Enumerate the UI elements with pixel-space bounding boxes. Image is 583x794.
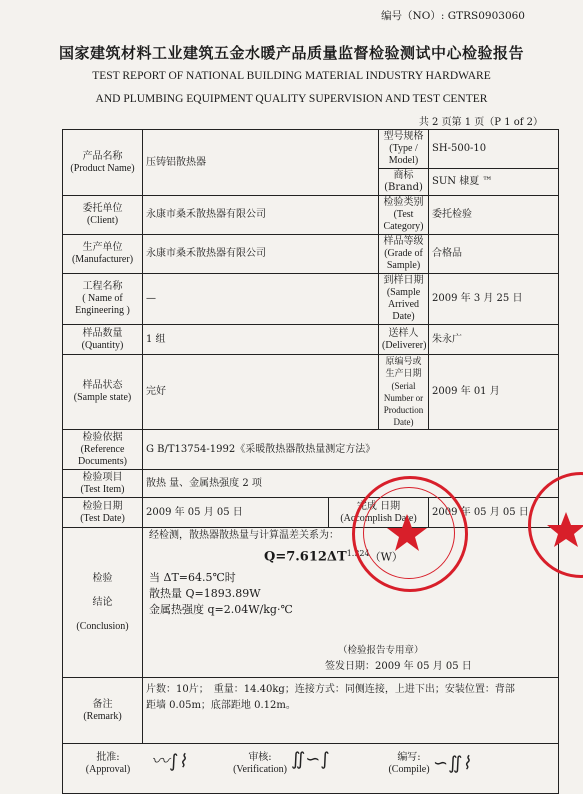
- report-title-english-line2: AND PLUMBING EQUIPMENT QUALITY SUPERVISION AND TEST CENTER: [95, 93, 488, 105]
- edge-stamp-star-icon: [528, 472, 583, 572]
- deliverer-value: 朱永广: [429, 325, 559, 355]
- page-info: 共 2 页第 1 页（P 1 of 2）: [418, 117, 543, 128]
- edge-stamp: [528, 472, 583, 578]
- type-model-value: SH-500-10: [429, 130, 559, 169]
- verification-signature: ∬∽∫: [291, 749, 330, 770]
- test-date-label: 检验日期 (Test Date): [63, 498, 143, 528]
- arrived-date-label: 到样日期 (Sample Arrived Date): [379, 274, 429, 325]
- delta-t-condition: 当 ΔT=64.5℃时: [149, 571, 236, 585]
- heat-formula: $Q=7.612\Delta T^{1.324}(W)$: [264, 549, 403, 565]
- test-category-value: 委托检验: [429, 196, 559, 235]
- product-name-label: 产品名称 (Product Name): [63, 130, 143, 196]
- heat-output: 散热量 Q=1893.89W: [149, 587, 261, 601]
- compile-signature: ∽∬⌇: [433, 753, 472, 774]
- quantity-value: 1 组: [143, 325, 379, 355]
- report-serial-number: 编号（NO）: GTRS0903060: [381, 10, 525, 22]
- verification-label: 审核: (Verification): [233, 752, 287, 775]
- remark-label: 备注 (Remark): [63, 678, 143, 744]
- stamp-note: （检验报告专用章）: [338, 645, 424, 656]
- conclusion-intro: 经检测，散热器散热量与计算温差关系为：: [149, 530, 339, 541]
- reference-value: G B/T13754-1992《采暖散热器散热量测定方法》: [143, 430, 559, 470]
- stamp-star-icon: [352, 476, 462, 586]
- client-label: 委托单位 (Client): [63, 196, 143, 235]
- engineering-label: 工程名称 ( Name of Engineering ): [63, 274, 143, 325]
- report-table: [62, 129, 559, 794]
- accomplish-date-value: 2009 年 05 月 05 日: [429, 498, 559, 528]
- reference-label: 检验依据 (Reference Documents): [63, 430, 143, 470]
- engineering-value: —: [143, 274, 379, 325]
- accomplish-date-label: 完成 日期 (Accomplish Date): [329, 498, 429, 528]
- arrived-date-value: 2009 年 3 月 25 日: [429, 274, 559, 325]
- client-value: 永康市桑禾散热器有限公司: [143, 196, 379, 235]
- metal-heat-intensity: 金属热强度 q=2.04W/kg·℃: [149, 603, 293, 617]
- manufacturer-label: 生产单位 (Manufacturer): [63, 235, 143, 274]
- quantity-label: 样品数量 (Quantity): [63, 325, 143, 355]
- test-item-label: 检验项目 (Test Item): [63, 470, 143, 498]
- issue-date: 签发日期：2009 年 05 月 05 日: [325, 661, 472, 672]
- report-title-chinese: 国家建筑材料工业建筑五金水暖产品质量监督检验测试中心检验报告: [58, 44, 524, 62]
- sample-state-label: 样品状态 (Sample state): [63, 355, 143, 430]
- approval-label: 批准: (Approval): [85, 752, 131, 775]
- product-name-value: 压铸铝散热器: [143, 130, 379, 196]
- remark-content: 片数：10片； 重量：14.40kg；连接方式：同侧连接，上进下出；安装位置：背部 距墙 0.05m；底部距地 0.12m。: [143, 678, 559, 744]
- type-model-label: 型号规格 (Type / Model): [379, 130, 429, 169]
- brand-label: 商标 (Brand): [379, 169, 429, 196]
- test-date-value: 2009 年 05 月 05 日: [143, 498, 329, 528]
- compile-label: 编写: (Compile): [388, 752, 430, 775]
- test-category-label: 检验类别 (Test Category): [379, 196, 429, 235]
- report-title-english-line1: TEST REPORT OF NATIONAL BUILDING MATERIAL INDUSTRY HARDWARE: [92, 70, 491, 82]
- official-stamp: [352, 476, 468, 592]
- test-item-value: 散热 量、金属热强度 2 项: [143, 470, 559, 498]
- grade-label: 样品等级 (Grade of Sample): [379, 235, 429, 274]
- manufacturer-value: 永康市桑禾散热器有限公司: [143, 235, 379, 274]
- conclusion-content: [143, 528, 559, 678]
- grade-value: 合格品: [429, 235, 559, 274]
- signature-row: [63, 744, 559, 794]
- deliverer-label: 送样人 (Deliverer): [379, 325, 429, 355]
- sample-state-value: 完好: [143, 355, 379, 430]
- approval-signature: 〰∫⌇: [151, 751, 188, 772]
- serial-number-value: 2009 年 01 月: [429, 355, 559, 430]
- conclusion-label: 检验 结论 (Conclusion): [63, 528, 143, 678]
- serial-number-label: 原编号或生产日期 (Serial Number or Production Date): [379, 355, 429, 430]
- brand-value: SUN 棣夏 ™: [429, 169, 559, 196]
